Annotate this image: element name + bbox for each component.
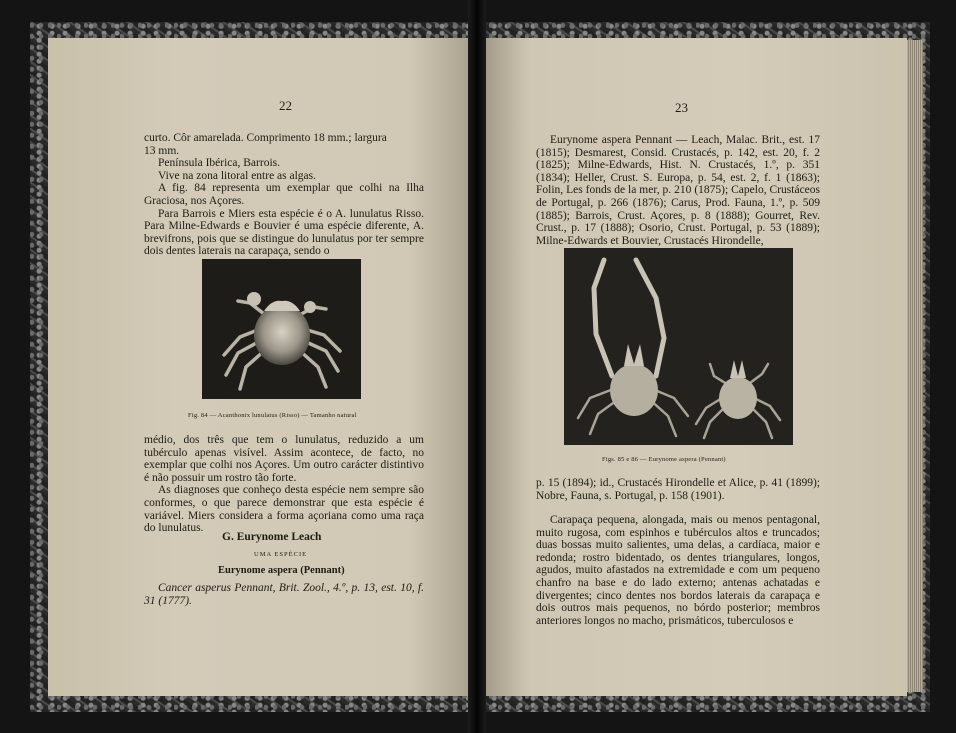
left-para-2: Vive na zona litoral entre as algas. xyxy=(158,169,317,182)
right-page-number: 23 xyxy=(675,100,688,115)
right-top-refs xyxy=(536,134,820,247)
left-line-1: curto. Côr amarelada. Comprimento 18 mm.; largura xyxy=(144,132,387,144)
crab-photo-figs-85-86 xyxy=(564,248,793,445)
fig-84-caption: Fig. 84 — Acanthonix lunulatus (Risso) — Tamanho natural xyxy=(188,412,357,419)
left-reference xyxy=(144,582,424,607)
eurynome-refs: Eurynome aspera Pennant — Leach, Malac. Brit., est. 17 (1815); Desmarest, Consid. Crustacés, p. 142, est. 20, f. 2 (1825); Milne-Edwards, Hist. N. Crustacés, 1.º, p. 351 (1834); Heller, Crust. S. Europa, p. 54, est. 2, f. 1 (1863); Folin, Les fonds de la mer, p. 210 (1875); Capelo, Crustáceos de Portugal, p. 266 (1876); Carus, Prod. Fauna, 1.º, p. 509 (1885); Barrois, Crust. Açores, p. 8 (1888); Gourret, Rev. Crust., p. 17 (1888); Osorio, Crust. Portugal, p. 53 (1889); Milne-Edwards et Bouvier, Crustacés Hirondelle, xyxy=(536,134,820,247)
one-species-label: UMA ESPÉCIE xyxy=(254,551,308,558)
left-page xyxy=(48,38,472,696)
right-refs-continued xyxy=(536,477,820,502)
left-para-5: médio, dos três que tem o lunulatus, reduzido a um tubérculo apenas visível. Assim acontece, de facto, no exemplar que colhi nos Açores. Um outro carácter distintivo é não possuir um rostro tão forte. xyxy=(144,434,424,484)
left-para-1: Península Ibérica, Barrois. xyxy=(158,157,280,170)
figs-85-86-caption: Figs. 85 e 86 — Eurynome aspera (Pennant) xyxy=(602,456,726,463)
left-para-6: As diagnoses que conheço desta espécie nem sempre são conformes, o que parece demonstrar que esta espécie é variável. Miers considera a forma açoriana como uma raça do lunulatus. xyxy=(144,484,424,535)
left-para-4: Para Barrois e Miers esta espécie é o A. lunulatus Risso. Para Milne-Edwards e Bouvier é uma espécie diferente, A. brevifrons, pois que se distingue do lunulatus por ter sempre dois dentes laterais na carapaça, sendo o xyxy=(144,207,424,258)
left-page-number: 22 xyxy=(279,98,292,113)
right-description xyxy=(536,514,820,627)
book-gutter xyxy=(468,0,486,733)
page-edges xyxy=(905,40,923,692)
eurynome-refs-2: p. 15 (1894); id., Crustacés Hirondelle et Alice, p. 41 (1899); Nobre, Fauna, s. Portugal, p. 158 (1901). xyxy=(536,477,820,502)
left-para-3: A fig. 84 representa um exemplar que colhi na Ilha Graciosa, nos Açores. xyxy=(144,182,424,207)
genus-heading: G. Eurynome Leach xyxy=(222,531,322,543)
cancer-asperus-ref: Cancer asperus Pennant, Brit. Zool., 4.º, p. 13, est. 10, f. 31 (1777). xyxy=(144,582,424,607)
left-bottom-text xyxy=(144,434,424,535)
crab-photo-fig-84 xyxy=(202,259,361,399)
crab-illustration-icon xyxy=(202,259,361,399)
left-top-text xyxy=(144,132,424,258)
carapace-description: Carapaça pequena, alongada, mais ou menos pentagonal, muito rugosa, com espinhos e tubérculos altos e truncados; duas bossas muito salientes, uma delas, a cardíaca, maior e redonda; rostro bidentado, os dentes triangulares, longos, agudos, muito afastados na extremidade e com um pequeno chanfro na base e do lado externo; antenas achatadas e divergentes; cinco dentes nos bordos laterais da carapaça e dois outros mais pequenos, no bórdo posterior; membros anteriores longos no macho, prismáticos, tuberculosos e xyxy=(536,514,820,627)
spider-crabs-illustration-icon xyxy=(564,248,793,445)
right-page xyxy=(479,38,907,696)
species-heading: Eurynome aspera (Pennant) xyxy=(218,565,345,576)
left-line-2: 13 mm. xyxy=(144,144,180,157)
